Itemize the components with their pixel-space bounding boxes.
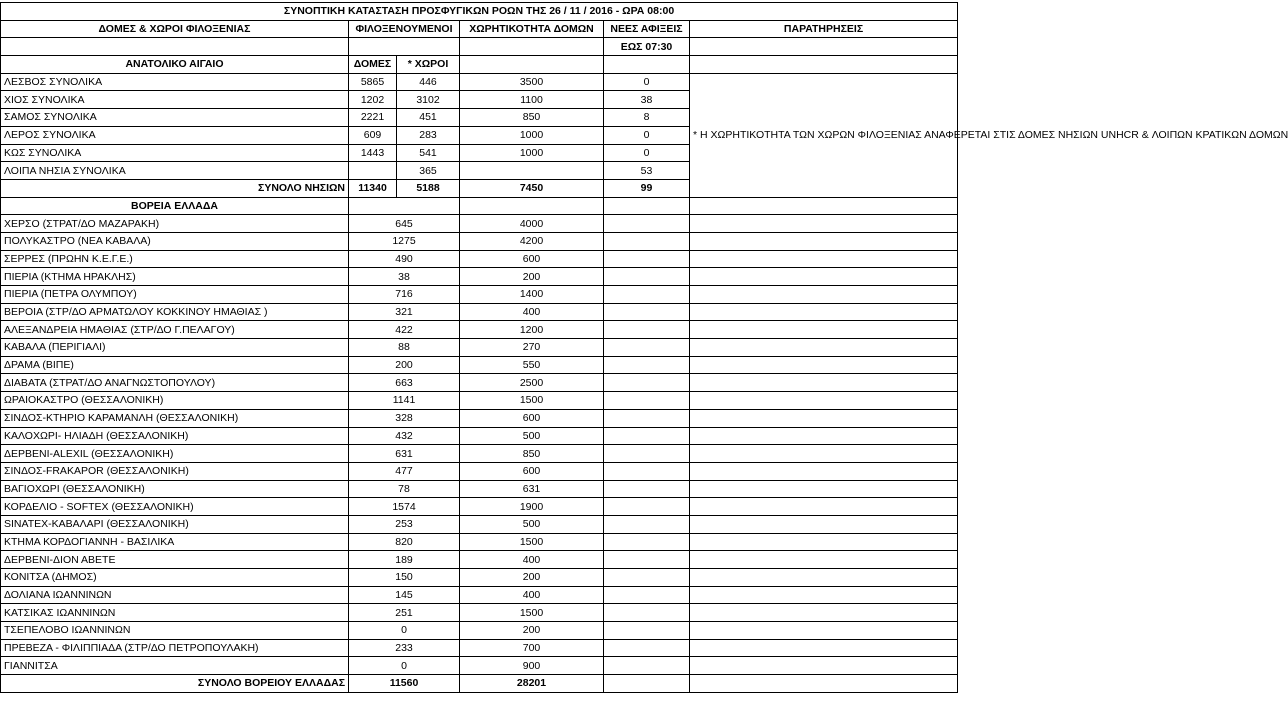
arrivals-value: 38 [604,91,690,109]
facility-name: ΛΟΙΠΑ ΝΗΣΙΑ ΣΥΝΟΛΙΚΑ [1,162,349,180]
arrivals-value [604,622,690,640]
total-structures: 11340 [349,179,397,197]
arrivals-value [604,462,690,480]
remarks-value [690,462,958,480]
remarks-value [690,657,958,675]
hosted-value: 200 [349,356,460,374]
table-row [1,533,958,551]
blank-cell [604,56,690,74]
remarks-value [690,639,958,657]
structures-value: 609 [349,126,397,144]
capacity-value: 600 [460,409,604,427]
table-row [1,392,958,410]
section-aegean: ΑΝΑΤΟΛΙΚΟ ΑΙΓΑΙΟ [1,56,349,74]
arrivals-value: 0 [604,126,690,144]
blank-cell [604,197,690,215]
remarks-value [690,551,958,569]
capacity-value: 1000 [460,126,604,144]
remarks-value [690,604,958,622]
total-capacity: 7450 [460,179,604,197]
arrivals-value [604,250,690,268]
hosted-value: 0 [349,657,460,675]
arrivals-value [604,339,690,357]
capacity-value: 2500 [460,374,604,392]
capacity-value: 550 [460,356,604,374]
remarks-value [690,622,958,640]
structures-value: 1202 [349,91,397,109]
arrivals-value: 0 [604,73,690,91]
blank-cell [460,38,604,56]
hosted-value: 820 [349,533,460,551]
capacity-value: 200 [460,268,604,286]
table-row [1,604,958,622]
facility-name: ΣΙΝΔΟΣ-ΚΤΗΡΙΟ ΚΑΡΑΜΑΝΛΗ (ΘΕΣΣΑΛΟΝΙΚΗ) [1,409,349,427]
hosted-value: 645 [349,215,460,233]
arrivals-value [604,374,690,392]
remarks-value [690,250,958,268]
hosted-value: 233 [349,639,460,657]
hosted-value: 38 [349,268,460,286]
facility-name: ΚΤΗΜΑ ΚΟΡΔΟΓΙΑΝΝΗ - ΒΑΣΙΛΙΚΑ [1,533,349,551]
facility-name: ΛΕΣΒΟΣ ΣΥΝΟΛΙΚΑ [1,73,349,91]
capacity-value: 631 [460,480,604,498]
hosted-value: 78 [349,480,460,498]
facility-name: ΠΡΕΒΕΖΑ - ΦΙΛΙΠΠΙΑΔΑ (ΣΤΡ/ΔΟ ΠΕΤΡΟΠΟΥΛΑΚΗ) [1,639,349,657]
capacity-value: 600 [460,250,604,268]
facility-name: ΣΑΜΟΣ ΣΥΝΟΛΙΚΑ [1,109,349,127]
blank-cell [349,197,460,215]
remarks-value [690,339,958,357]
remarks-value [690,533,958,551]
capacity-value: 1200 [460,321,604,339]
blank-cell [349,38,460,56]
facility-name: ΒΕΡΟΙΑ (ΣΤΡ/ΔΟ ΑΡΜΑΤΩΛΟΥ ΚΟΚΚΙΝΟΥ ΗΜΑΘΙΑΣ ) [1,303,349,321]
total-arrivals: 99 [604,179,690,197]
remarks-value [690,356,958,374]
hosted-value: 1275 [349,232,460,250]
capacity-value: 1500 [460,392,604,410]
table-row [1,445,958,463]
blank-cell [460,197,604,215]
remarks-value [690,215,958,233]
table-row [1,515,958,533]
structures-value [349,162,397,180]
structures-value: 1443 [349,144,397,162]
table-row [1,551,958,569]
capacity-value: 200 [460,622,604,640]
arrivals-value [604,569,690,587]
hosted-value: 477 [349,462,460,480]
capacity-value: 400 [460,551,604,569]
table-row [1,462,958,480]
remarks-value [690,374,958,392]
structures-value: 5865 [349,73,397,91]
aegean-section-row [1,56,958,74]
facility-name: ΔΙΑΒΑΤΑ (ΣΤΡΑΤ/ΔΟ ΑΝΑΓΝΩΣΤΟΠΟΥΛΟΥ) [1,374,349,392]
table-row [1,303,958,321]
facility-name: ΠΙΕΡΙΑ (ΚΤΗΜΑ ΗΡΑΚΛΗΣ) [1,268,349,286]
capacity-value [460,162,604,180]
remarks-value [690,427,958,445]
facility-name: ΤΣΕΠΕΛΟΒΟ ΙΩΑΝΝΙΝΩΝ [1,622,349,640]
hosted-value: 0 [349,622,460,640]
hosted-value: 251 [349,604,460,622]
hosted-value: 88 [349,339,460,357]
table-row [1,409,958,427]
capacity-value: 400 [460,303,604,321]
arrivals-value [604,215,690,233]
arrivals-value [604,533,690,551]
structures-value: 2221 [349,109,397,127]
facility-name: ΚΑΤΣΙΚΑΣ ΙΩΑΝΝΙΝΩΝ [1,604,349,622]
hosted-value: 150 [349,569,460,587]
facility-name: ΠΟΛΥΚΑΣΤΡΟ (ΝΕΑ ΚΑΒΑΛΑ) [1,232,349,250]
header-capacity: ΧΩΡΗΤΙΚΟΤΗΤΑ ΔΟΜΩΝ [460,20,604,38]
arrivals-value [604,356,690,374]
blank-cell [604,675,690,693]
facility-name: ΩΡΑΙΟΚΑΣΤΡΟ (ΘΕΣΣΑΛΟΝΙΚΗ) [1,392,349,410]
table-row [1,480,958,498]
arrivals-value: 0 [604,144,690,162]
hosted-value: 189 [349,551,460,569]
spaces-value: 3102 [397,91,460,109]
remarks-note: * Η ΧΩΡΗΤΙΚΟΤΗΤΑ ΤΩΝ ΧΩΡΩΝ ΦΙΛΟΞΕΝΙΑΣ ΑΝΑΦΕΡΕΤΑΙ ΣΤΙΣ ΔΟΜΕΣ ΝΗΣΙΩΝ UNHCR & ΛΟΙΠΩΝ ΚΡΑΤΙΚΩΝ ΔΟΜΩΝ [690,73,958,197]
arrivals-value [604,392,690,410]
arrivals-value: 8 [604,109,690,127]
remarks-value [690,480,958,498]
table-row [1,498,958,516]
arrivals-value [604,286,690,304]
hosted-value: 1574 [349,498,460,516]
arrivals-value [604,480,690,498]
capacity-value: 1500 [460,533,604,551]
header-row [1,20,958,38]
arrivals-value [604,604,690,622]
table-row [1,657,958,675]
arrivals-value [604,639,690,657]
arrivals-until: ΕΩΣ 07:30 [604,38,690,56]
subheader-row [1,38,958,56]
table-row [1,73,958,91]
table-row [1,232,958,250]
arrivals-value [604,321,690,339]
remarks-value [690,392,958,410]
spaces-value: 541 [397,144,460,162]
remarks-value [690,232,958,250]
capacity-value: 400 [460,586,604,604]
facility-name: ΛΕΡΟΣ ΣΥΝΟΛΙΚΑ [1,126,349,144]
remarks-value [690,268,958,286]
capacity-value: 1500 [460,604,604,622]
blank-cell [690,675,958,693]
north-section-row [1,197,958,215]
total-label: ΣΥΝΟΛΟ ΒΟΡΕΙΟΥ ΕΛΛΑΔΑΣ [1,675,349,693]
capacity-value: 500 [460,515,604,533]
table-row [1,586,958,604]
capacity-value: 4000 [460,215,604,233]
hosted-value: 253 [349,515,460,533]
table-row [1,250,958,268]
remarks-value [690,498,958,516]
capacity-value: 4200 [460,232,604,250]
table-row [1,374,958,392]
col-structures: ΔΟΜΕΣ [349,56,397,74]
table-row [1,268,958,286]
total-spaces: 5188 [397,179,460,197]
spaces-value: 283 [397,126,460,144]
arrivals-value [604,515,690,533]
table-row [1,215,958,233]
arrivals-value [604,445,690,463]
capacity-value: 3500 [460,73,604,91]
facility-name: ΚΑΛΟΧΩΡΙ- ΗΛΙΑΔΗ (ΘΕΣΣΑΛΟΝΙΚΗ) [1,427,349,445]
capacity-value: 850 [460,445,604,463]
facility-name: SINATEX-ΚΑΒΑΛΑΡΙ (ΘΕΣΣΑΛΟΝΙΚΗ) [1,515,349,533]
hosted-value: 321 [349,303,460,321]
arrivals-value [604,551,690,569]
table-row [1,356,958,374]
refugee-flows-table [0,2,1288,693]
table-row [1,622,958,640]
arrivals-value [604,427,690,445]
report-title: ΣΥΝΟΠΤΙΚΗ ΚΑΤΑΣΤΑΣΗ ΠΡΟΣΦΥΓΙΚΩΝ ΡΟΩΝ ΤΗΣ 26 / 11 / 2016 - ΩΡΑ 08:00 [1,3,958,21]
col-spaces: * ΧΩΡΟΙ [397,56,460,74]
hosted-value: 328 [349,409,460,427]
remarks-value [690,321,958,339]
hosted-value: 432 [349,427,460,445]
facility-name: ΚΟΝΙΤΣΑ (ΔΗΜΟΣ) [1,569,349,587]
facility-name: ΧΕΡΣΟ (ΣΤΡΑΤ/ΔΟ ΜΑΖΑΡΑΚΗ) [1,215,349,233]
blank-cell [690,38,958,56]
capacity-value: 1900 [460,498,604,516]
capacity-value: 1000 [460,144,604,162]
arrivals-value [604,268,690,286]
hosted-value: 663 [349,374,460,392]
section-north: ΒΟΡΕΙΑ ΕΛΛΑΔΑ [1,197,349,215]
facility-name: ΑΛΕΞΑΝΔΡΕΙΑ ΗΜΑΘΙΑΣ (ΣΤΡ/ΔΟ Γ.ΠΕΛΑΓΟΥ) [1,321,349,339]
title-row [1,3,958,21]
remarks-value [690,586,958,604]
hosted-value: 145 [349,586,460,604]
capacity-value: 1400 [460,286,604,304]
arrivals-value [604,409,690,427]
table-row [1,427,958,445]
facility-name: ΧΙΟΣ ΣΥΝΟΛΙΚΑ [1,91,349,109]
table-row [1,639,958,657]
arrivals-value [604,498,690,516]
facility-name: ΣΕΡΡΕΣ (ΠΡΩΗΝ Κ.Ε.Γ.Ε.) [1,250,349,268]
header-facilities: ΔΟΜΕΣ & ΧΩΡΟΙ ΦΙΛΟΞΕΝΙΑΣ [1,20,349,38]
hosted-value: 1141 [349,392,460,410]
header-hosted: ΦΙΛΟΞΕΝΟΥΜΕΝΟΙ [349,20,460,38]
capacity-value: 200 [460,569,604,587]
capacity-value: 850 [460,109,604,127]
facility-name: ΒΑΓΙΟΧΩΡΙ (ΘΕΣΣΑΛΟΝΙΚΗ) [1,480,349,498]
capacity-value: 500 [460,427,604,445]
hosted-value: 716 [349,286,460,304]
facility-name: ΠΙΕΡΙΑ (ΠΕΤΡΑ ΟΛΥΜΠΟΥ) [1,286,349,304]
capacity-value: 700 [460,639,604,657]
arrivals-value: 53 [604,162,690,180]
remarks-value [690,286,958,304]
header-arrivals: ΝΕΕΣ ΑΦΙΞΕΙΣ [604,20,690,38]
blank-cell [1,38,349,56]
remarks-value [690,445,958,463]
total-hosted: 11560 [349,675,460,693]
facility-name: ΔΟΛΙΑΝΑ ΙΩΑΝΝΙΝΩΝ [1,586,349,604]
total-capacity: 28201 [460,675,604,693]
hosted-value: 490 [349,250,460,268]
spaces-value: 446 [397,73,460,91]
table-row [1,339,958,357]
total-label: ΣΥΝΟΛΟ ΝΗΣΙΩΝ [1,179,349,197]
arrivals-value [604,232,690,250]
facility-name: ΚΩΣ ΣΥΝΟΛΙΚΑ [1,144,349,162]
table-row [1,569,958,587]
capacity-value: 600 [460,462,604,480]
capacity-value: 900 [460,657,604,675]
total-row-north [1,675,958,693]
facility-name: ΚΟΡΔΕΛΙΟ - SOFTEX (ΘΕΣΣΑΛΟΝΙΚΗ) [1,498,349,516]
facility-name: ΓΙΑΝΝΙΤΣΑ [1,657,349,675]
facility-name: ΔΕΡΒΕΝΙ-ALEXIL (ΘΕΣΣΑΛΟΝΙΚΗ) [1,445,349,463]
capacity-value: 1100 [460,91,604,109]
remarks-value [690,303,958,321]
spaces-value: 451 [397,109,460,127]
hosted-value: 422 [349,321,460,339]
remarks-value [690,409,958,427]
header-remarks: ΠΑΡΑΤΗΡΗΣΕΙΣ [690,20,958,38]
remarks-value [690,515,958,533]
facility-name: ΔΡΑΜΑ (ΒΙΠΕ) [1,356,349,374]
arrivals-value [604,303,690,321]
table-row [1,286,958,304]
remarks-value [690,569,958,587]
arrivals-value [604,586,690,604]
facility-name: ΔΕΡΒΕΝΙ-ΔΙΟΝ ΑΒΕΤΕ [1,551,349,569]
spaces-value: 365 [397,162,460,180]
arrivals-value [604,657,690,675]
facility-name: ΣΙΝΔΟΣ-FRAKAPOR (ΘΕΣΣΑΛΟΝΙΚΗ) [1,462,349,480]
blank-cell [460,56,604,74]
blank-cell [690,197,958,215]
capacity-value: 270 [460,339,604,357]
table-row [1,321,958,339]
hosted-value: 631 [349,445,460,463]
facility-name: ΚΑΒΑΛΑ (ΠΕΡΙΓΙΑΛΙ) [1,339,349,357]
blank-cell [690,56,958,74]
